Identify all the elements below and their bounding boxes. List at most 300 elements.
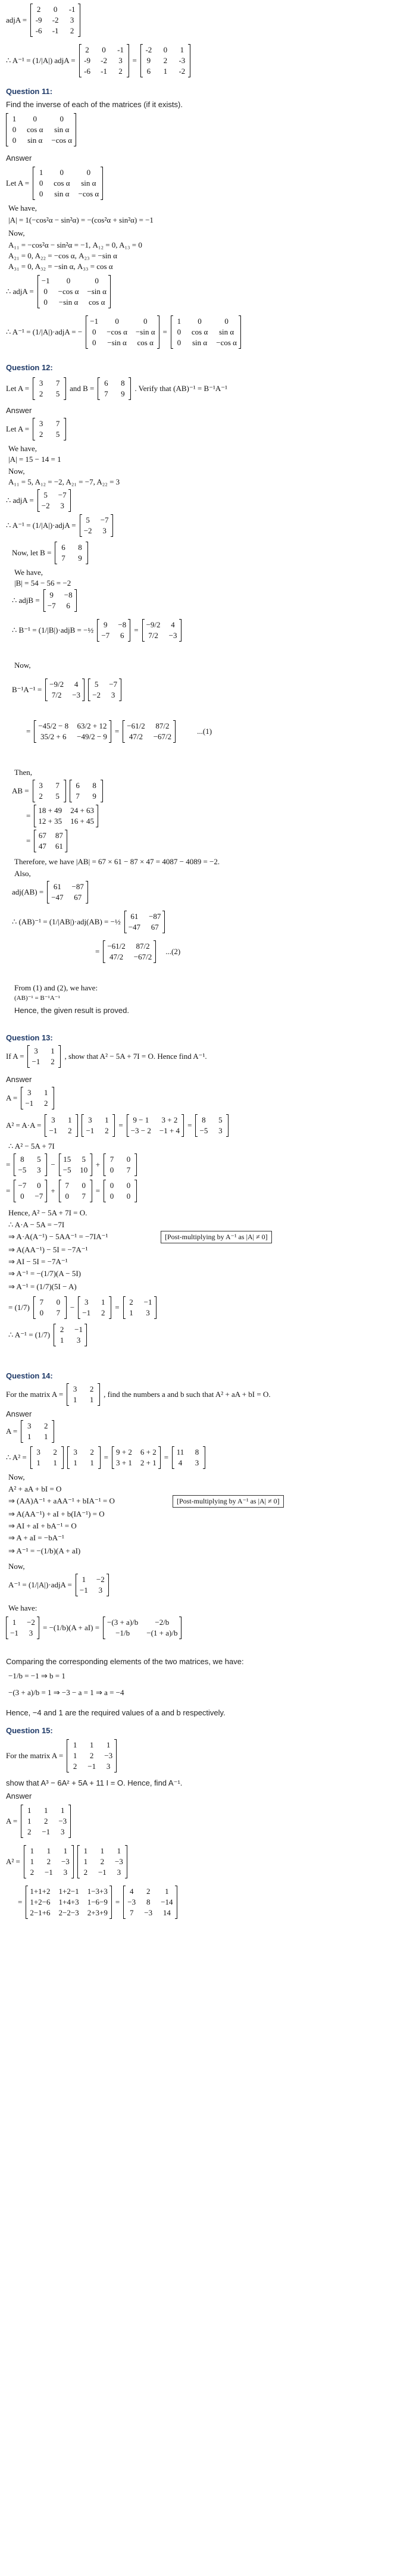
matrix-cell: −1	[74, 1325, 83, 1334]
matrix-cell: 1	[73, 1751, 77, 1760]
matrix-cell: 5	[82, 1155, 86, 1164]
q15-prompt-b: show that A³ − 6A² + 5A + 11 I = O. Hence, find A⁻¹.	[6, 1778, 183, 1787]
matrix-cell: 1	[36, 1458, 40, 1467]
matrix-cell: cos α	[27, 125, 43, 134]
matrix-cell: −1	[44, 1868, 53, 1877]
matrix-cell: −cos α	[107, 327, 127, 336]
q13-lhs: ∴ A² − 5A + 7I	[8, 1142, 55, 1151]
q12-det-a: |A| = 15 − 14 = 1	[8, 455, 61, 464]
equals-sign: =	[26, 836, 31, 845]
equals-sign: =	[132, 56, 137, 65]
q13-a2-step	[127, 1114, 184, 1137]
matrix-cell: -6	[35, 26, 42, 35]
matrix-cell: 0	[43, 298, 48, 307]
matrix-cell: −1 + 4	[159, 1126, 180, 1135]
matrix-cell: 2	[105, 1126, 109, 1135]
matrix-cell: 1−6−9	[87, 1897, 108, 1906]
matrix-cell: 1	[12, 114, 17, 123]
q12-ab-step	[34, 805, 98, 827]
matrix-cell: 3	[117, 1868, 121, 1877]
matrix-cell: −2	[41, 501, 50, 510]
top-adj-label: adjA =	[6, 15, 27, 24]
q12-and-b: and B =	[70, 384, 95, 393]
q11-det: |A| = 1(−cos²α − sin²α) = −(cos²α + sin²α) = −1	[8, 215, 154, 224]
matrix-cell: 0	[60, 114, 64, 123]
matrix-cell: 1	[89, 1395, 94, 1404]
q14-e3: ⇒ A(AA⁻¹) + aI + b(IA⁻¹) = O	[8, 1509, 105, 1518]
matrix-cell: 9	[78, 554, 82, 562]
matrix-cell: −cos α	[58, 287, 79, 296]
matrix-cell: 2	[39, 792, 43, 801]
matrix-cell: 9	[121, 389, 125, 398]
q12-matrix-a	[33, 377, 66, 400]
matrix-cell: 0	[126, 1192, 131, 1201]
q12-inv-ab-result-row	[95, 940, 180, 963]
matrix-cell: −67/2	[133, 952, 152, 961]
matrix-cell: 0	[177, 327, 181, 336]
matrix-cell: −1	[86, 1126, 95, 1135]
matrix-cell: 2	[89, 1384, 94, 1393]
top-inverse-row	[6, 44, 190, 77]
matrix-cell: 5	[37, 1155, 41, 1164]
q12-ab-b	[70, 780, 103, 802]
q14-prompt-a: For the matrix A =	[6, 1390, 64, 1399]
matrix-cell: sin α	[27, 136, 43, 145]
matrix-cell: 3	[39, 419, 43, 428]
matrix-cell: 0	[86, 168, 91, 177]
matrix-cell: −3	[104, 1751, 113, 1760]
q12-let-a: Let A =	[6, 384, 30, 393]
matrix-cell: 18 + 49	[38, 806, 62, 815]
q13-l7-result	[123, 1296, 157, 1319]
matrix-cell: 3	[84, 1298, 89, 1306]
matrix-cell: −2	[96, 1575, 105, 1584]
q14-a-row	[6, 1420, 54, 1443]
q15-prompt-row	[6, 1739, 117, 1772]
q11-adj-matrix	[37, 275, 111, 308]
equals-sign: =	[18, 1897, 23, 1906]
q14-inv-row	[8, 1574, 109, 1596]
matrix-cell: 2	[39, 430, 43, 439]
matrix-cell: 8	[20, 1155, 24, 1164]
q12-adj-a-row	[6, 489, 71, 512]
matrix-cell: 67	[74, 893, 82, 902]
matrix-cell: −8	[64, 590, 73, 599]
q15-answer-label: Answer	[6, 1792, 32, 1800]
matrix-cell: 14	[162, 1908, 171, 1917]
matrix-cell: -2	[101, 56, 107, 65]
matrix-cell: -1	[52, 26, 59, 35]
matrix-cell: 1	[46, 1846, 51, 1855]
q14-eq-rhs	[103, 1617, 181, 1639]
q13-a2-f2	[82, 1114, 115, 1137]
matrix-cell: −1	[82, 1308, 91, 1317]
matrix-cell: cos α	[191, 327, 208, 336]
q12-inv-ab-result	[103, 940, 156, 963]
matrix-cell: −1	[143, 1298, 152, 1306]
matrix-cell: 6	[66, 601, 70, 610]
matrix-cell: −1	[90, 317, 99, 326]
q13-l5: ⇒ A⁻¹ = −(1/7)(A − 5I)	[8, 1269, 81, 1278]
q11-adj-row	[6, 275, 111, 308]
matrix-cell: 0	[177, 338, 181, 347]
matrix-cell: 1	[73, 1740, 77, 1749]
matrix-cell: −sin α	[135, 327, 155, 336]
q13-a-label: A =	[6, 1093, 18, 1102]
matrix-cell: 7	[65, 1181, 69, 1190]
q11-inv-result	[171, 315, 241, 349]
q12-let-row	[6, 418, 66, 440]
matrix-cell: 2−2−3	[58, 1908, 79, 1917]
matrix-cell: −3	[61, 1857, 70, 1866]
matrix-cell: 1	[89, 1740, 94, 1749]
q13-note: [Post-multiplying by A⁻¹ as |A| ≠ 0]	[161, 1231, 272, 1243]
matrix-cell: 2	[89, 1751, 94, 1760]
matrix-cell: 0	[95, 276, 99, 285]
matrix-cell: 1+2−6	[30, 1897, 51, 1906]
q13-a2-f1	[45, 1114, 78, 1137]
matrix-cell: cos α	[137, 338, 154, 347]
matrix-cell: 7	[56, 1308, 61, 1317]
q11-answer-label: Answer	[6, 154, 32, 162]
matrix-cell: −7	[18, 1181, 27, 1190]
q14-prompt-row	[6, 1383, 271, 1406]
matrix-cell: 0	[12, 136, 17, 145]
q15-matrix-a	[67, 1739, 117, 1772]
matrix-cell: 7	[126, 1165, 131, 1174]
q12-matrix-b	[98, 377, 131, 400]
matrix-cell: 0	[43, 287, 48, 296]
matrix-cell: 2	[44, 1421, 48, 1430]
equals-sign: =	[26, 811, 31, 820]
matrix-cell: 3	[106, 1762, 111, 1771]
q12-inv-a	[80, 514, 113, 537]
q14-e4: ⇒ AI + aI + bA⁻¹ = O	[8, 1521, 77, 1530]
matrix-cell: 3	[27, 1421, 32, 1430]
matrix-cell: 2	[27, 1827, 32, 1836]
matrix-cell: 1	[39, 168, 43, 177]
matrix-cell: 2	[118, 67, 123, 76]
q12-prod-row	[12, 679, 121, 701]
q11-cof2: A₂₁ = 0, A₂₂ = −cos α, A₂₃ = −sin α	[8, 251, 117, 260]
matrix-cell: 1	[30, 1857, 35, 1866]
matrix-cell: 0	[20, 1192, 24, 1201]
matrix-cell: 2+3+9	[87, 1908, 108, 1917]
matrix-cell: −(3 + a)/b	[107, 1618, 139, 1627]
q12-ab-result	[34, 830, 67, 852]
matrix-cell: −3	[168, 631, 177, 640]
q11-prompt: Find the inverse of each of the matrices (if it exists).	[6, 100, 183, 109]
matrix-cell: 5	[86, 515, 90, 524]
q12-prod-result	[123, 720, 176, 743]
matrix-cell: 3	[36, 1448, 40, 1456]
matrix-cell: −14	[161, 1897, 173, 1906]
q13-l7-row	[8, 1296, 157, 1319]
equals-sign: =	[115, 1897, 120, 1906]
matrix-cell: −87	[71, 882, 84, 891]
q15-a2-step	[26, 1886, 112, 1919]
matrix-cell: 2	[100, 1857, 105, 1866]
matrix-cell: -9	[35, 15, 42, 24]
q13-l3: ⇒ A(AA⁻¹) − 5I = −7A⁻¹	[8, 1245, 88, 1254]
matrix-cell: −1/b	[115, 1628, 130, 1637]
q12-let: Let A =	[6, 424, 30, 433]
q12-inv-ab-mid	[124, 911, 165, 933]
matrix-cell: 0	[82, 1181, 86, 1190]
matrix-cell: 1	[83, 1857, 88, 1866]
q12-eq2: ...(2)	[165, 947, 181, 956]
equals-sign: =	[6, 1186, 11, 1195]
q13-l4: ⇒ AI − 5I = −7A⁻¹	[8, 1257, 68, 1266]
q12-ab-label: AB =	[12, 786, 29, 795]
matrix-cell: 3	[102, 526, 107, 535]
matrix-cell: −47	[51, 893, 64, 902]
q14-a2-result	[172, 1446, 205, 1469]
q15-a2-row	[6, 1845, 127, 1878]
top-inverse-label: ∴ A⁻¹ = (1/|A|) adjA =	[6, 56, 76, 65]
matrix-cell: 8	[146, 1897, 151, 1906]
q12-adj-a	[37, 489, 71, 512]
matrix-cell: −9/2	[146, 620, 161, 629]
matrix-cell: 2	[39, 389, 43, 398]
q12-inv-b-label: ∴ B⁻¹ = (1/|B|)·adjB = −½	[12, 626, 94, 634]
matrix-cell: 1	[177, 317, 181, 326]
q11-adj-label: ∴ adjA =	[6, 287, 34, 296]
matrix-cell: 61	[53, 882, 61, 891]
q12-we-have: We have,	[8, 444, 37, 453]
matrix-cell: 0	[37, 1181, 41, 1190]
q14-inv-label: A⁻¹ = (1/|A|)·adjA =	[8, 1580, 72, 1589]
matrix-cell: -6	[84, 67, 90, 76]
matrix-cell: −5	[199, 1126, 208, 1135]
matrix-cell: 0	[126, 1181, 131, 1190]
q11-matrix	[6, 113, 76, 146]
q12-det-b: |B| = 54 − 56 = −2	[14, 579, 71, 587]
q14-a2-f1	[30, 1446, 64, 1469]
q13-matrix-a	[27, 1045, 61, 1068]
matrix-cell: 67	[38, 831, 46, 840]
matrix-cell: 0	[198, 317, 202, 326]
matrix-cell: -9	[84, 56, 90, 65]
matrix-cell: 2	[146, 1887, 151, 1896]
q11-let-row	[6, 167, 103, 200]
q13-sum1	[6, 1153, 137, 1176]
q13-sum1-c	[104, 1153, 137, 1176]
matrix-cell: 3	[111, 690, 115, 699]
q13-sum2-b	[59, 1180, 92, 1202]
matrix-cell: 0	[66, 276, 71, 285]
matrix-cell: 3	[63, 1868, 68, 1877]
q14-c1: −1/b = −1 ⇒ b = 1	[8, 1671, 65, 1680]
q11-inv-mid	[86, 315, 159, 349]
q14-we-have: We have:	[8, 1603, 37, 1612]
matrix-cell: 11	[176, 1448, 184, 1456]
matrix-cell: 2	[163, 56, 168, 65]
matrix-cell: −61/2	[107, 942, 126, 951]
q13-l2: ⇒ A·A(A⁻¹) − 5AA⁻¹ = −7IA⁻¹	[8, 1232, 108, 1241]
matrix-cell: 63/2 + 12	[77, 721, 107, 730]
matrix-cell: 6	[76, 781, 80, 790]
q12-then: Then,	[14, 768, 32, 777]
matrix-cell: -2	[145, 45, 152, 54]
matrix-cell: 1	[163, 67, 168, 76]
matrix-cell: 3	[98, 1586, 103, 1595]
q14-eq-row	[6, 1617, 181, 1639]
matrix-cell: 0	[65, 1192, 69, 1201]
q12-detb-intro: We have,	[14, 568, 43, 577]
q11-cof1: A₁₁ = −cos²α − sin²α = −1, A₁₂ = 0, A₁₃ = 0	[8, 240, 142, 249]
q12-adj-ab-row	[12, 881, 88, 904]
q12-inv-ab-row	[12, 911, 165, 933]
matrix-cell: 2	[44, 1817, 48, 1825]
matrix-cell: 1	[73, 1458, 77, 1467]
matrix-cell: 6	[146, 67, 151, 76]
matrix-cell: sin α	[192, 338, 208, 347]
matrix-cell: 2	[60, 1325, 64, 1334]
matrix-cell: 1	[101, 1298, 105, 1306]
q11-matrix-row	[6, 113, 76, 146]
q12-now2: Now,	[14, 661, 31, 670]
matrix-cell: 0	[56, 1298, 61, 1306]
q13-l8: ∴ A⁻¹ = (1/7)	[8, 1330, 51, 1339]
q12-also: Also,	[14, 869, 31, 878]
q12-now: Now,	[8, 467, 25, 476]
matrix-cell: 3	[39, 379, 43, 387]
q11-let: Let A =	[6, 179, 30, 187]
matrix-cell: 3	[51, 1115, 55, 1124]
matrix-cell: 1	[53, 1458, 57, 1467]
q13-five-i	[33, 1296, 67, 1319]
q15-title: Question 15:	[6, 1726, 53, 1735]
q12-inv-a-row	[6, 514, 113, 537]
matrix-cell: −5	[62, 1165, 71, 1174]
matrix-cell: 2	[83, 1868, 88, 1877]
matrix-cell: 7/2	[148, 631, 158, 640]
q14-eq-inv	[6, 1617, 39, 1639]
q12-adj-ab	[47, 881, 88, 904]
matrix-cell: −sin α	[58, 298, 79, 307]
q12-from: From (1) and (2), we have:	[14, 983, 98, 992]
matrix-cell: −3	[127, 1897, 136, 1906]
q14-e5: ⇒ A + aI = −bA⁻¹	[8, 1533, 64, 1542]
matrix-cell: 1	[44, 1088, 48, 1097]
matrix-cell: 9	[146, 56, 151, 65]
matrix-cell: 3	[76, 1336, 81, 1345]
q12-prod-step	[34, 720, 111, 743]
matrix-cell: 47/2	[109, 952, 124, 961]
matrix-cell: 8	[78, 543, 82, 552]
matrix-cell: 24 + 63	[70, 806, 95, 815]
matrix-cell: 1	[44, 1432, 48, 1441]
matrix-cell: −1	[42, 1827, 51, 1836]
matrix-cell: −1	[41, 276, 50, 285]
matrix-cell: -2	[179, 67, 186, 76]
q12-ab-step-row	[26, 805, 98, 827]
matrix-cell: −3	[72, 690, 81, 699]
matrix-cell: 1	[90, 1458, 94, 1467]
matrix-cell: 9	[49, 590, 54, 599]
q12-from-sub: (AB)⁻¹ = B⁻¹A⁻¹	[14, 995, 60, 1002]
matrix-cell: 87/2	[155, 721, 170, 730]
q12-hence: Hence, the given result is proved.	[14, 1006, 129, 1015]
q13-a2-result	[195, 1114, 229, 1137]
q12-prod-label: B⁻¹A⁻¹ =	[12, 685, 42, 694]
matrix-cell: −7	[58, 490, 67, 499]
matrix-cell: −7	[109, 680, 118, 689]
matrix-cell: −sin α	[87, 287, 107, 296]
q13-sum1-a	[14, 1153, 47, 1176]
q13-sum1-b	[59, 1153, 92, 1176]
matrix-cell: 0	[53, 5, 58, 14]
matrix-cell: 1	[44, 1806, 48, 1815]
q12-now-let-b: Now, let B =	[12, 548, 52, 557]
matrix-cell: 5	[218, 1115, 223, 1124]
q15-a-label: A =	[6, 1817, 18, 1825]
matrix-cell: sin α	[219, 327, 234, 336]
matrix-cell: 1	[63, 1846, 68, 1855]
q15-prompt-a: For the matrix A =	[6, 1751, 64, 1760]
matrix-cell: 1	[165, 1887, 169, 1896]
q12-verify: . Verify that (AB)⁻¹ = B⁻¹A⁻¹	[134, 384, 228, 393]
q13-prompt-a: If A =	[6, 1052, 24, 1061]
matrix-cell: −3	[58, 1817, 67, 1825]
matrix-cell: −2	[27, 1618, 35, 1627]
q15-a2-f1	[24, 1845, 74, 1878]
matrix-cell: -1	[117, 45, 124, 54]
minus-sign: −	[70, 1303, 75, 1312]
plus-sign: +	[95, 1160, 101, 1169]
matrix-cell: 3	[88, 1115, 92, 1124]
matrix-cell: −1	[49, 1126, 58, 1135]
matrix-cell: sin α	[54, 189, 70, 198]
matrix-cell: 47	[38, 842, 46, 851]
matrix-cell: 3	[146, 1308, 150, 1317]
equals-sign: =	[162, 327, 167, 336]
matrix-cell: 0	[60, 168, 64, 177]
matrix-cell: −67/2	[153, 732, 172, 741]
q12-inv-b-mid	[97, 619, 130, 642]
matrix-cell: 2 + 1	[140, 1458, 157, 1467]
q15-a	[21, 1805, 71, 1838]
matrix-cell: 5	[55, 430, 60, 439]
matrix-cell: 16 + 45	[70, 817, 95, 826]
matrix-cell: 5	[94, 680, 99, 689]
matrix-cell: 9	[103, 620, 108, 629]
matrix-cell: 3	[73, 1384, 77, 1393]
matrix-cell: 7	[61, 554, 65, 562]
q11-now: Now,	[8, 229, 25, 237]
matrix-cell: 61	[55, 842, 63, 851]
matrix-cell: 7	[76, 792, 80, 801]
matrix-cell: 4	[171, 620, 175, 629]
q14-answer-label: Answer	[6, 1409, 32, 1418]
matrix-cell: −cos α	[216, 338, 237, 347]
matrix-cell: −1	[32, 1057, 40, 1066]
matrix-cell: 0	[109, 1181, 114, 1190]
matrix-cell: 3	[118, 56, 123, 65]
matrix-cell: 0	[33, 114, 37, 123]
matrix-cell: 1	[60, 1336, 64, 1345]
q13-hence: Hence, A² − 5A + 7I = O.	[8, 1208, 87, 1217]
matrix-cell: 7	[55, 419, 60, 428]
matrix-cell: 1+2−1	[58, 1887, 79, 1896]
q11-inv-label: ∴ A⁻¹ = (1/|A|)·adjA = −	[6, 327, 83, 336]
matrix-cell: 3	[39, 781, 43, 790]
matrix-cell: −8	[118, 620, 127, 629]
matrix-cell: −1	[79, 1586, 88, 1595]
equals-sign: =	[95, 947, 100, 956]
matrix-cell: 47/2	[129, 732, 143, 741]
